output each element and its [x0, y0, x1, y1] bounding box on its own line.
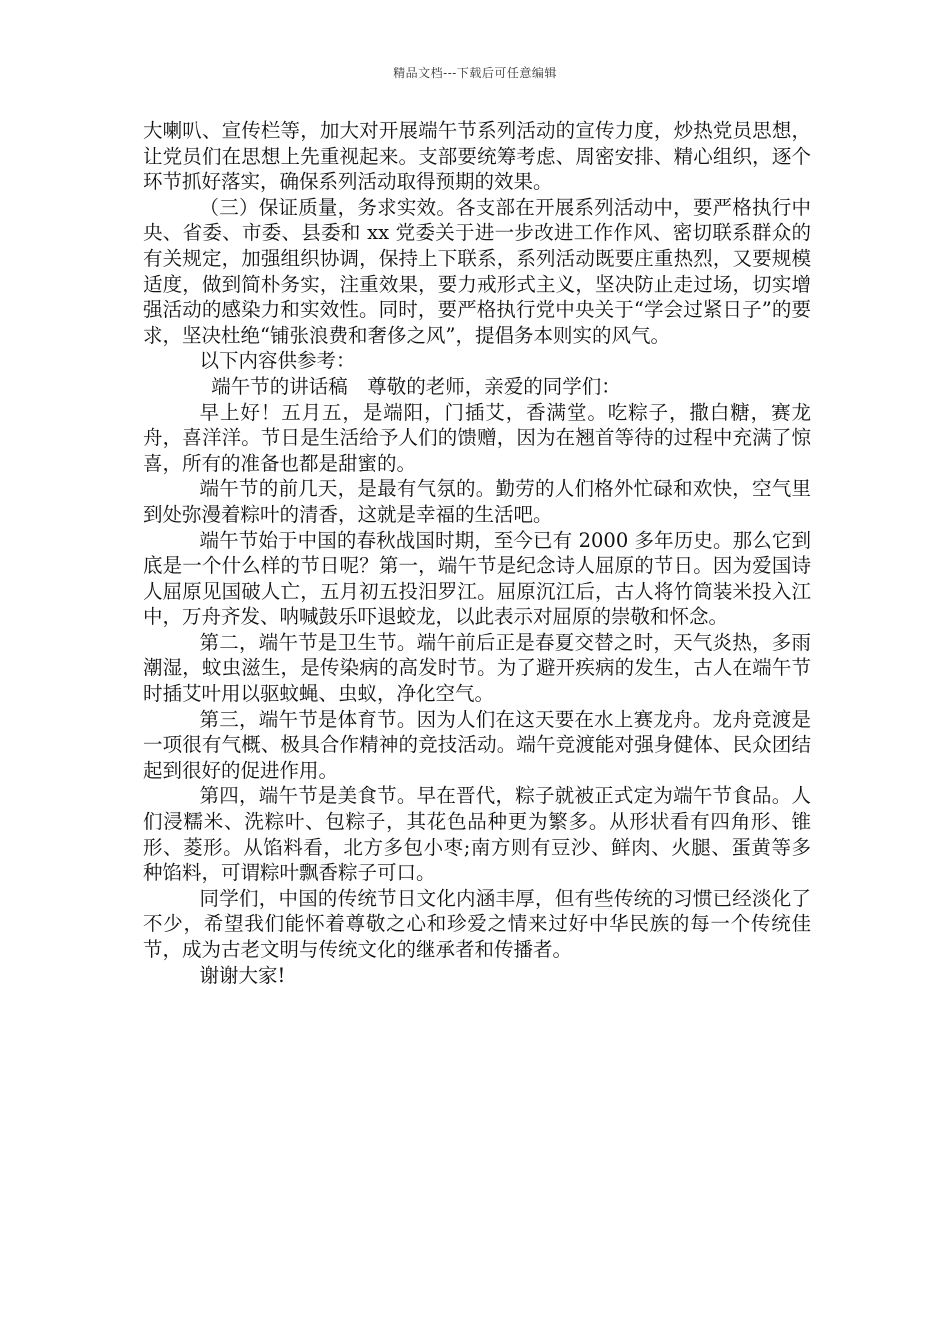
document-body: [143, 118, 811, 988]
page-header: 精品文档---下载后可任意编辑: [393, 66, 557, 80]
speech-title-line: 端午节的讲话稿 尊敬的老师，亲爱的同学们：: [211, 374, 621, 398]
paragraph-hygiene: 第二，端午节是卫生节。端午前后正是春夏交替之时，天气炎热，多雨潮湿，蚊虫滋生，是传染病的高发时节。为了避开疾病的发生，古人在端午节时插艾叶用以驱蚊蝇、虫蚁，净化空气。: [143, 630, 811, 706]
paragraph-thanks: 谢谢大家!: [199, 963, 286, 987]
paragraph-food: 第四，端午节是美食节。早在晋代，粽子就被正式定为端午节食品。人们浸糯米、洗粽叶、包粽子，其花色品种更为繁多。从形状看有四角形、锥形、菱形。从馅料看，北方多包小枣;南方则有豆沙、鲜肉、火腿、蛋黄等多种馅料，可谓粽叶飘香粽子可口。: [143, 784, 811, 885]
paragraph-days-before: 端午节的前几天，是最有气氛的。勤劳的人们格外忙碌和欢快，空气里到处弥漫着粽叶的清香，这就是幸福的生活吧。: [143, 477, 811, 526]
paragraph-publicity: 大喇叭、宣传栏等，加大对开展端午节系列活动的宣传力度，炒热党员思想，让党员们在思想上先重视起来。支部要统筹考虑、周密安排、精心组织，逐个环节抓好落实，确保系列活动取得预期的效果。: [143, 119, 811, 194]
paragraph-reference-note: 以下内容供参考：: [199, 349, 356, 373]
paragraph-origin: 端午节始于中国的春秋战国时期，至今已有 2000 多年历史。那么它到底是一个什么样的节日呢？第一，端午节是纪念诗人屈原的节日。因为爱国诗人屈原见国破人亡，五月初五投汨罗江。屈原沉江后，古人将竹筒装米投入江中，万舟齐发、呐喊鼓乐吓退蛟龙，以此表示对屈原的崇敬和怀念。: [143, 528, 811, 629]
paragraph-conclusion: 同学们，中国的传统节日文化内涵丰厚，但有些传统的习惯已经淡化了不少，希望我们能怀着尊敬之心和珍爱之情来过好中华民族的每一个传统佳节，成为古老文明与传统文化的继承者和传播者。: [143, 886, 811, 961]
paragraph-sports: 第三，端午节是体育节。因为人们在这天要在水上赛龙舟。龙舟竞渡是一项很有气概、极具合作精神的竞技活动。端午竞渡能对强身健体、民众团结起到很好的促进作用。: [143, 707, 811, 782]
paragraph-quality: （三）保证质量，务求实效。各支部在开展系列活动中，要严格执行中央、省委、市委、县委和 xx 党委关于进一步改进工作作风、密切联系群众的有关规定，加强组织协调，保持上下联系，系列活动既要庄重热烈，又要规模适度，做到简朴务实，注重效果，要力戒形式主义，坚决防止走过场，切实增强活动的感染力和实效性。同时，要严格执行党中央关于“学会过紧日子”的要求，坚决杜绝“铺张浪费和奢侈之风”，提倡务本则实的风气。: [143, 195, 811, 347]
paragraph-greeting: 早上好！五月五，是端阳，门插艾，香满堂。吃粽子，撒白糖，赛龙舟，喜洋洋。节日是生活给予人们的馈赠，因为在翘首等待的过程中充满了惊喜，所有的准备也都是甜蜜的。: [143, 400, 811, 475]
